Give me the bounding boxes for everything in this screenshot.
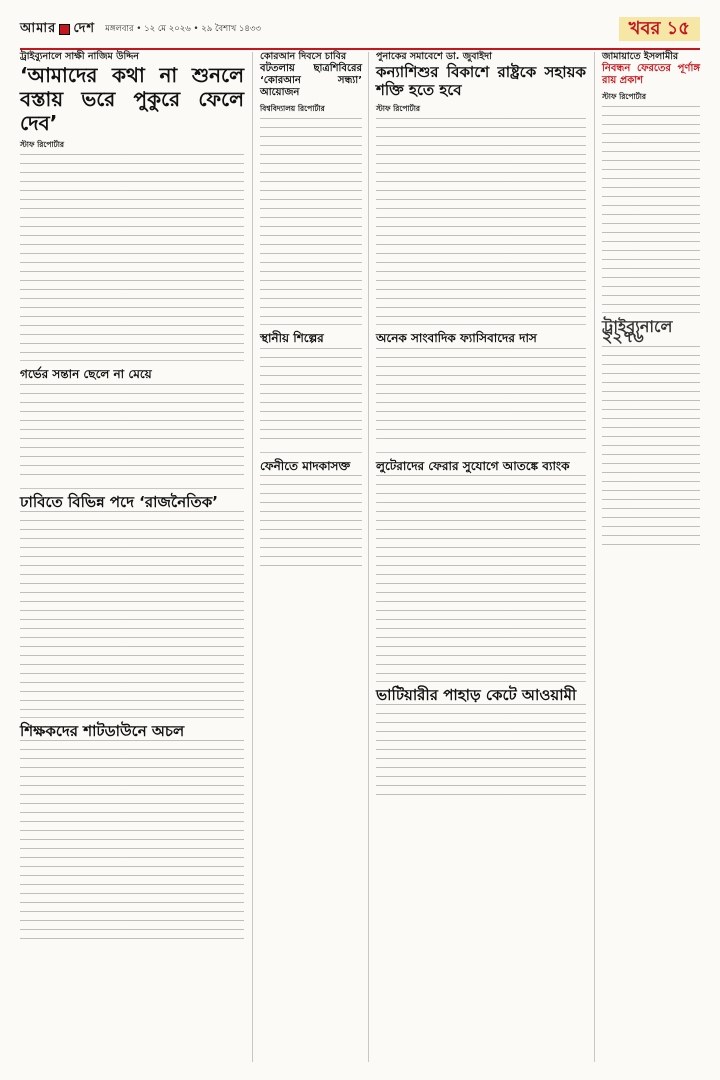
story-13-box [602, 312, 700, 545]
brand-mark [59, 24, 70, 35]
story-2-text-lines [260, 118, 362, 318]
brand-right: দেশ [73, 20, 96, 36]
story-5-title: গর্ভের সন্তান ছেলে না মেয়ে [20, 367, 152, 382]
story-4-title: নিবন্ধন ফেরতের পূর্ণাঙ্গ রায় প্রকাশ [602, 63, 700, 87]
story-9-box [260, 452, 362, 573]
issue-meta: মঙ্গলবার • ১২ মে ২০২৬ • ২৯ বৈশাখ ১৪৩৩ [105, 24, 262, 34]
story-6-title: ঢাবিতে বিভিন্ন পদে ‘রাজনৈতিক’ [20, 492, 218, 511]
story-13-text-lines [602, 346, 700, 546]
story-12-text-lines [376, 704, 586, 802]
story-9-text-lines [260, 475, 362, 573]
section-label: খবর ১৫ [619, 17, 700, 41]
story-6-text-lines [20, 511, 244, 711]
story-3-title: কন্যাশিশুর বিকাশে রাষ্ট্রকে সহায়ক শক্তি হতে হবে [376, 63, 586, 100]
masthead-rule [20, 48, 700, 50]
column-2 [260, 52, 362, 573]
story-7-text-lines [20, 740, 244, 940]
masthead [20, 14, 700, 44]
story-3-byline: স্টাফ রিপোর্টার [376, 104, 421, 114]
story-2-byline: বিশ্ববিদ্যালয় রিপোর্টার [260, 104, 325, 114]
story-1-text-lines [20, 154, 244, 354]
story-10-box [376, 324, 586, 445]
story-3-text-lines [376, 118, 586, 318]
column-divider-1 [252, 52, 253, 1062]
story-2-kicker: কোরআন দিবসে চাবির [260, 51, 347, 62]
story-8-box [260, 324, 362, 445]
story-13-title: ট্রাইব্যুনালে ২২৭৬ [602, 317, 673, 346]
story-1-title: ‘আমাদের কথা না শুনলে বস্তায় ভরে পুকুরে ফেলে দেব’ [20, 63, 244, 136]
story-4-text-lines [602, 106, 700, 306]
brand-left: আমার [20, 20, 57, 36]
story-7-title: শিক্ষকদের শাটডাউনে অচল [20, 721, 185, 740]
story-8-title: স্থানীয় শিল্পের [260, 331, 324, 346]
story-7-box [20, 717, 244, 940]
story-11-box [376, 452, 586, 675]
column-divider-3 [594, 52, 595, 1062]
story-12-title: ভাটিয়ারীর পাহাড় কেটে আওয়ামী [376, 685, 577, 704]
story-11-text-lines [376, 475, 586, 675]
column-divider-2 [368, 52, 369, 1062]
story-5-box [20, 360, 244, 481]
column-3 [376, 52, 586, 802]
story-4-byline: স্টাফ রিপোর্টার [602, 92, 647, 102]
column-4 [602, 52, 700, 546]
column-1 [20, 52, 244, 940]
story-9-title: ফেনীতে মাদকাসক্ত [260, 458, 351, 473]
story-12-box [376, 681, 586, 802]
brand [20, 19, 95, 40]
story-1-byline: স্টাফ রিপোর্টার [20, 140, 65, 150]
story-8-text-lines [260, 348, 362, 446]
story-10-title: অনেক সাংবাদিক ফ্যাসিবাদের দাস [376, 331, 537, 346]
story-1-kicker: ট্রাইব্যুনালে সাক্ষী নাজিম উদ্দিন [20, 51, 139, 62]
story-4-kicker: জামায়াতে ইসলামীর [602, 51, 679, 62]
story-11-title: লুটেরাদের ফেরার সুযোগে আতঙ্কে ব্যাংক [376, 458, 570, 473]
story-5-text-lines [20, 384, 244, 482]
story-2-title: বটতলায় ছাত্রশিবিরের ‘কোরআন সন্ধ্যা’ আয়োজন [260, 63, 362, 99]
story-6-box [20, 488, 244, 711]
story-10-text-lines [376, 348, 586, 446]
story-3-kicker: পুনাকের সমাবেশে ডা. জুবাইদা [376, 51, 492, 62]
